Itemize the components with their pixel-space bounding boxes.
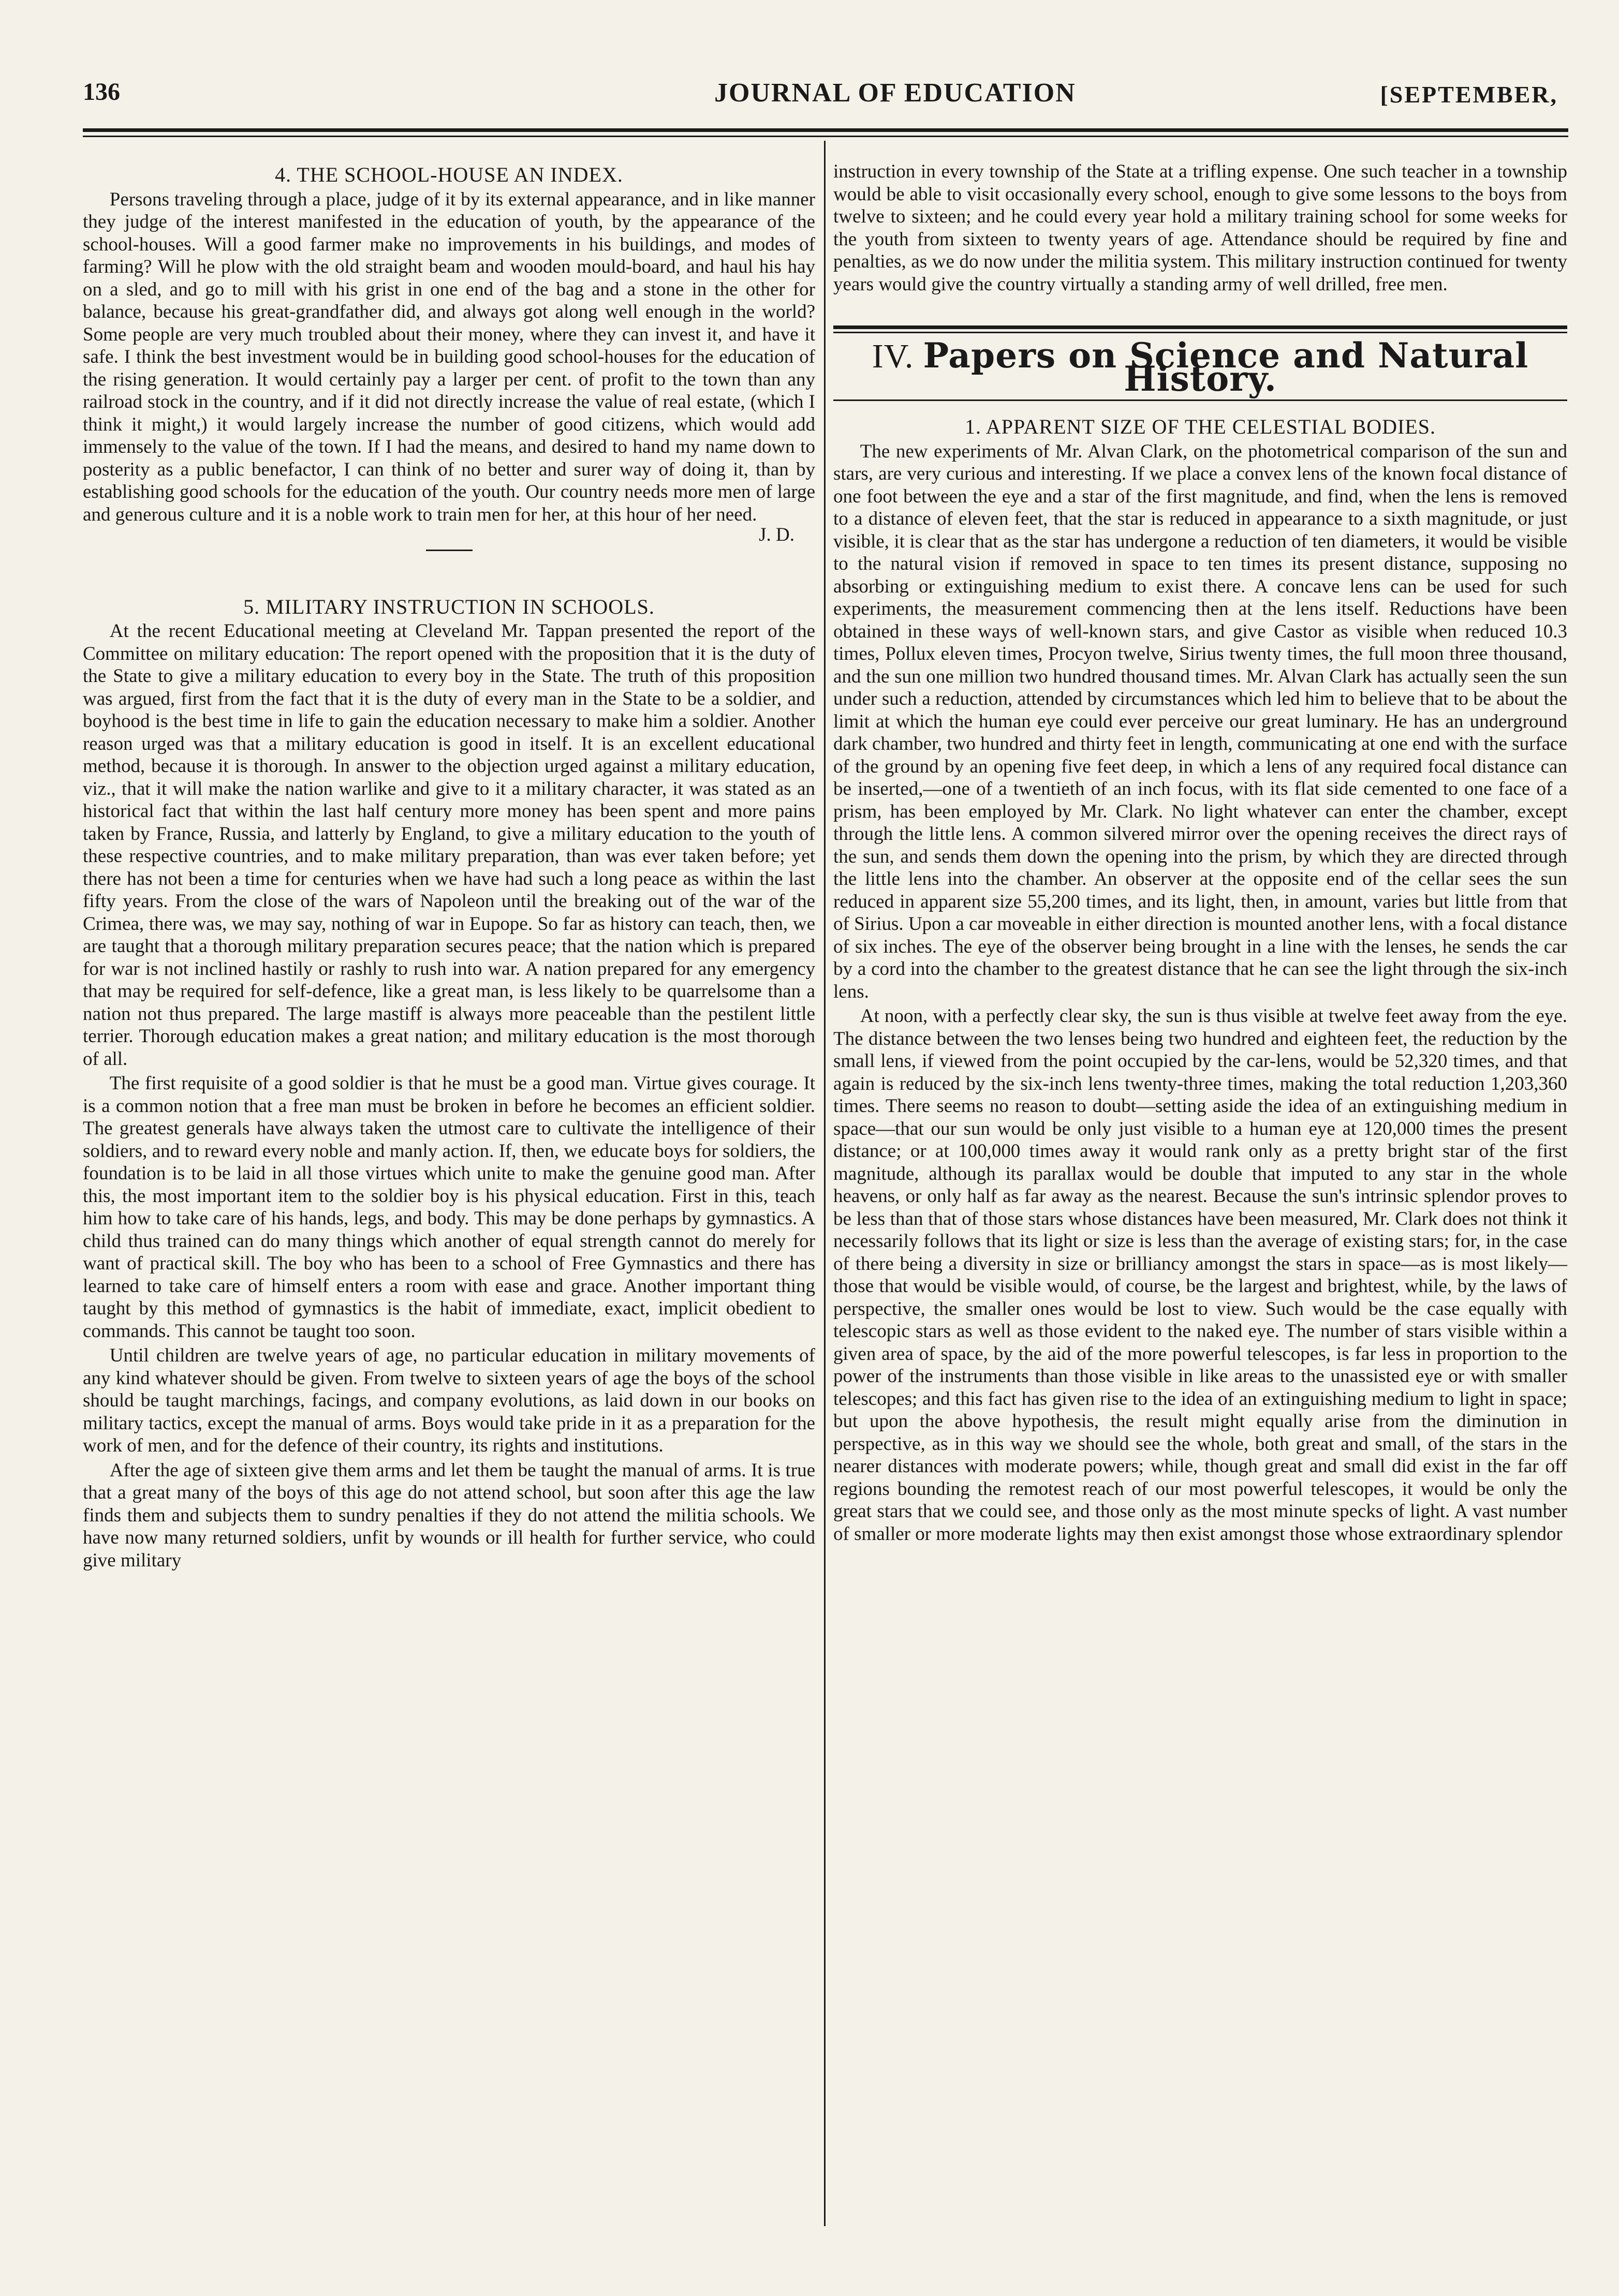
article-paragraph: The new experiments of Mr. Alvan Clark, on the photometrical comparison of the sun and stars, are very curious and interesting. If we place a convex lens of the known focal distance of one foot between the eye and a star of the first magnitude, and find, when the lens is removed to a distance of eleven feet, that the star is reduced in appearance to a sixth magnitude, or just visible, it is clear that as the star has undergone a reduction of ten diameters, it would be visible to the natural vision if removed in space to ten times its present distance, supposing no absorbing or extinguishing medium to exist there. A concave lens can be used for such experiments, the measurement commencing then at the lens itself. Reductions have been obtained in these ways of well-known stars, and give Castor as visible when reduced 10.3 times, Pollux eleven times, Procyon twelve, Sirius twenty times, the full moon three thousand, and the sun one million two hundred thousand times. Mr. Alvan Clark has actually seen the sun under such a reduction, attended by circumstances which led him to believe that to be about the limit at which the human eye could ever perceive our great luminary. He has an underground dark chamber, two hundred and thirty feet in length, communicating at one end with the surface of the ground by an opening five feet deep, in which a lens of any required focal distance can be inserted,—one of a twentieth of an inch focus, with its flat side cemented to one face of a prism, has been employed by Mr. Clark. No light whatever can enter the chamber, except through the little lens. A common silvered mirror over the opening receives the direct rays of the sun, and sends them down the opening into the prism, by which they are directed through the little lens into the chamber. An observer at the opposite end of the cellar sees the sun reduced in apparent size 55,200 times, and its light, then, in amount, varies but little from that of Sirius. Upon a car moveable in either direction is mounted another lens, with a focal distance of six inches. The eye of the observer being brought in a line with the lenses, he sends the car by a cord into the chamber to the greatest distance that he can see the light through the six-inch lens.	[833, 440, 1567, 1002]
journal-title: JOURNAL OF EDUCATION	[714, 78, 1076, 108]
article-heading: 5. MILITARY INSTRUCTION IN SCHOOLS.	[243, 595, 655, 618]
article-paragraph: Persons traveling through a place, judge of it by its external appearance, and in like manner they judge of the interest manifested in the education of youth, by the appearance of the school-houses. Will a good farmer make no improvements in his buildings, and modes of farming? Will he plow with the old straight beam and wooden mould-board, and haul his hay on a sled, and go to mill with his grist in one end of the bag and a stone in the other for balance, because his great-grandfather did, and always got along well enough in the world? Some people are very much troubled about their money, where they can invest it, and have it safe. I think the best investment would be in building good school-houses for the education of the rising generation. It would certainly pay a larger per cent. of profit to the town than any railroad stock in the country, and if it did not directly increase the value of real estate, (which I think it might,) it would largely increase the number of good citizens, which would add immensely to the value of the town. If I had the means, and desired to hand my name down to posterity as a public benefactor, I can think of no better and surer way of doing it, than by establishing good schools for the education of the youth. Our country needs more men of large and generous culture and it is a noble work to train men for her, at this hour of her need.	[83, 188, 815, 525]
header-rule-thin	[83, 136, 1568, 137]
part-rule-thick	[833, 325, 1567, 329]
part-title-text: Papers on Science and Natural History.	[923, 335, 1529, 399]
article-paragraph: At noon, with a perfectly clear sky, the sun is thus visible at twelve feet away from the eye. The distance between the two lenses being two hundred and eighteen feet, the reduction by the small lens, if viewed from the point occupied by the car-lens, would be 52,320 times, and that again is reduced by the six-inch lens twenty-three times, making the total reduction 1,203,360 times. There seems no reason to doubt—setting aside the idea of an extinguishing medium in space—that our sun would be only just visible to a human eye at 120,000 times the present distance; or at 100,000 times away it would rank only as a pretty bright star of the first magnitude, although its parallax would be double that imputed to any star in the whole heavens, or only half as far away as the nearest. Because the sun's intrinsic splendor proves to be less than that of those stars whose distances have been measured, Mr. Clark does not think it necessarily follows that its light or size is less than the average of existing stars; for, in the case of there being a diversity in size or brilliancy amongst the stars in space—as is most likely—those that would be visible would, of course, be the largest and brightest, while, by the laws of perspective, the smaller ones would be lost to view. Such would be the case equally with telescopic stars as well as those evident to the naked eye. The number of stars visible within a given area of space, by the aid of the more powerful telescopes, is far less in proportion to the power of the instruments than those visible in like areas to the unassisted eye or with smaller telescopes; and this fact has given rise to the idea of an extinguishing medium to light in space; but upon the above hypothesis, the result might equally arise from the diminution in perspective, as in this way we should see the whole, both great and small, of the stars in the nearer distances with moderate powers; while, though great and small did exist in the far off regions bounding the remotest reach of our most powerful telescopes, it would be only the great stars that we could see, and those only as the most minute specks of light. A vast number of smaller or more moderate lights may then exist amongst those whose extraordinary splendor	[833, 1005, 1567, 1545]
continued-paragraph: instruction in every township of the State at a trifling expense. One such teacher in a township would be able to visit occasionally every school, enough to give some lessons to the boys from twelve to sixteen; and he could every year hold a military training school for some weeks for the youth from sixteen to twenty years of age. Attendance should be required by fine and penalties, as we do now under the militia system. This military instruction continued for twenty years would give the country virtually a standing army of well drilled, free men.	[833, 161, 1567, 295]
author-signature: J. D.	[759, 524, 794, 545]
header-rule-thick	[83, 128, 1568, 132]
part-title	[833, 335, 1567, 399]
article-paragraph: The first requisite of a good soldier is that he must be a good man. Virtue gives courage. It is a common notion that a free man must be broken in before he becomes an efficient soldier. The greatest generals have always taken the utmost care to cultivate the intelligence of their soldiers, and to reward every noble and manly action. If, then, we educate boys for soldiers, the foundation is to be laid in all those virtues which unite to make the genuine good man. After this, the most important item to the soldier boy is his physical education. First in this, teach him how to take care of his hands, legs, and body. This may be done perhaps by gymnastics. A child thus trained can do many things which another of equal strength cannot do merely for want of practical skill. The boy who has been to a school of Free Gymnastics and there has learned to take care of himself enters a room with ease and grace. Another important thing taught by this method of gymnastics is the habit of immediate, exact, implicit obedient to commands. This cannot be taught too soon.	[83, 1073, 815, 1342]
article-paragraph: At the recent Educational meeting at Cleveland Mr. Tappan presented the report of the Committee on military education: The report opened with the proposition that it is the duty of the State to give a military education to every boy in the State. The truth of this proposition was argued, first from the fact that it is the duty of every man in the State to be a soldier, and boyhood is the best time in life to gain the education necessary to make him a soldier. Another reason urged was that a military education is good in itself. It is an excellent educational method, because it is thorough. In answer to the objection urged against a military education, viz., that it will make the nation warlike and give to it a military character, it was stated as an historical fact that within the last half century more money has been spent and more pains taken by France, Russia, and latterly by England, to give a military education to the youth of these respective countries, and to make military preparation, than was ever taken before; yet there has not been a time for centuries when we have had such a long peace as within the last fifty years. From the close of the wars of Napoleon until the breaking out of the war of the Crimea, there was, we may say, nothing of war in Eupope. So far as history can teach, then, we are taught that a thorough military preparation secures peace; that the nation which is prepared for war is not inclined hastily or rashly to rush into war. A nation prepared for any emergency that may be required for self-defence, like a great man, is less likely to be quarrelsome than a nation not thus prepared. The large mastiff is always more peaceable than the pestilent little terrier. Thorough education makes a great nation; and military education is the most thorough of all.	[83, 620, 815, 1070]
article-paragraph: After the age of sixteen give them arms and let them be taught the manual of arms. It is true that a great many of the boys of this age do not attend school, but soon after this age the law finds them and subjects them to sundry penalties if they do not attend the militia schools. We have now many returned soldiers, unfit by wounds or ill health for further service, who could give military	[83, 1459, 815, 1571]
article-military-instruction	[83, 596, 815, 1572]
page-number: 136	[83, 78, 120, 106]
right-column	[833, 160, 1567, 1545]
left-column	[83, 160, 815, 1572]
article-paragraph: Until children are twelve years of age, no particular education in military movements of any kind whatever should be given. From twelve to sixteen years of age the boys of the school should be taught marchings, facings, and company evolutions, as laid down in our books on military tactics, except the manual of arms. Boys would take pride in it as a preparation for the work of men, and for the defence of their country, its rights and institutions.	[83, 1345, 815, 1456]
part-rule-bottom	[833, 399, 1567, 401]
part-numeral: IV.	[872, 337, 914, 375]
article-celestial-bodies	[833, 416, 1567, 1545]
article-heading: 4. THE SCHOOL-HOUSE AN INDEX.	[275, 163, 623, 186]
part-rule-thin	[833, 332, 1567, 333]
article-school-house-index	[83, 164, 815, 551]
column-divider	[824, 141, 826, 2226]
page-header	[83, 78, 1558, 124]
issue-month: [SEPTEMBER,	[1380, 81, 1558, 108]
article-heading: 1. APPARENT SIZE OF THE CELESTIAL BODIES.	[965, 415, 1436, 438]
part-title-block	[833, 325, 1567, 401]
